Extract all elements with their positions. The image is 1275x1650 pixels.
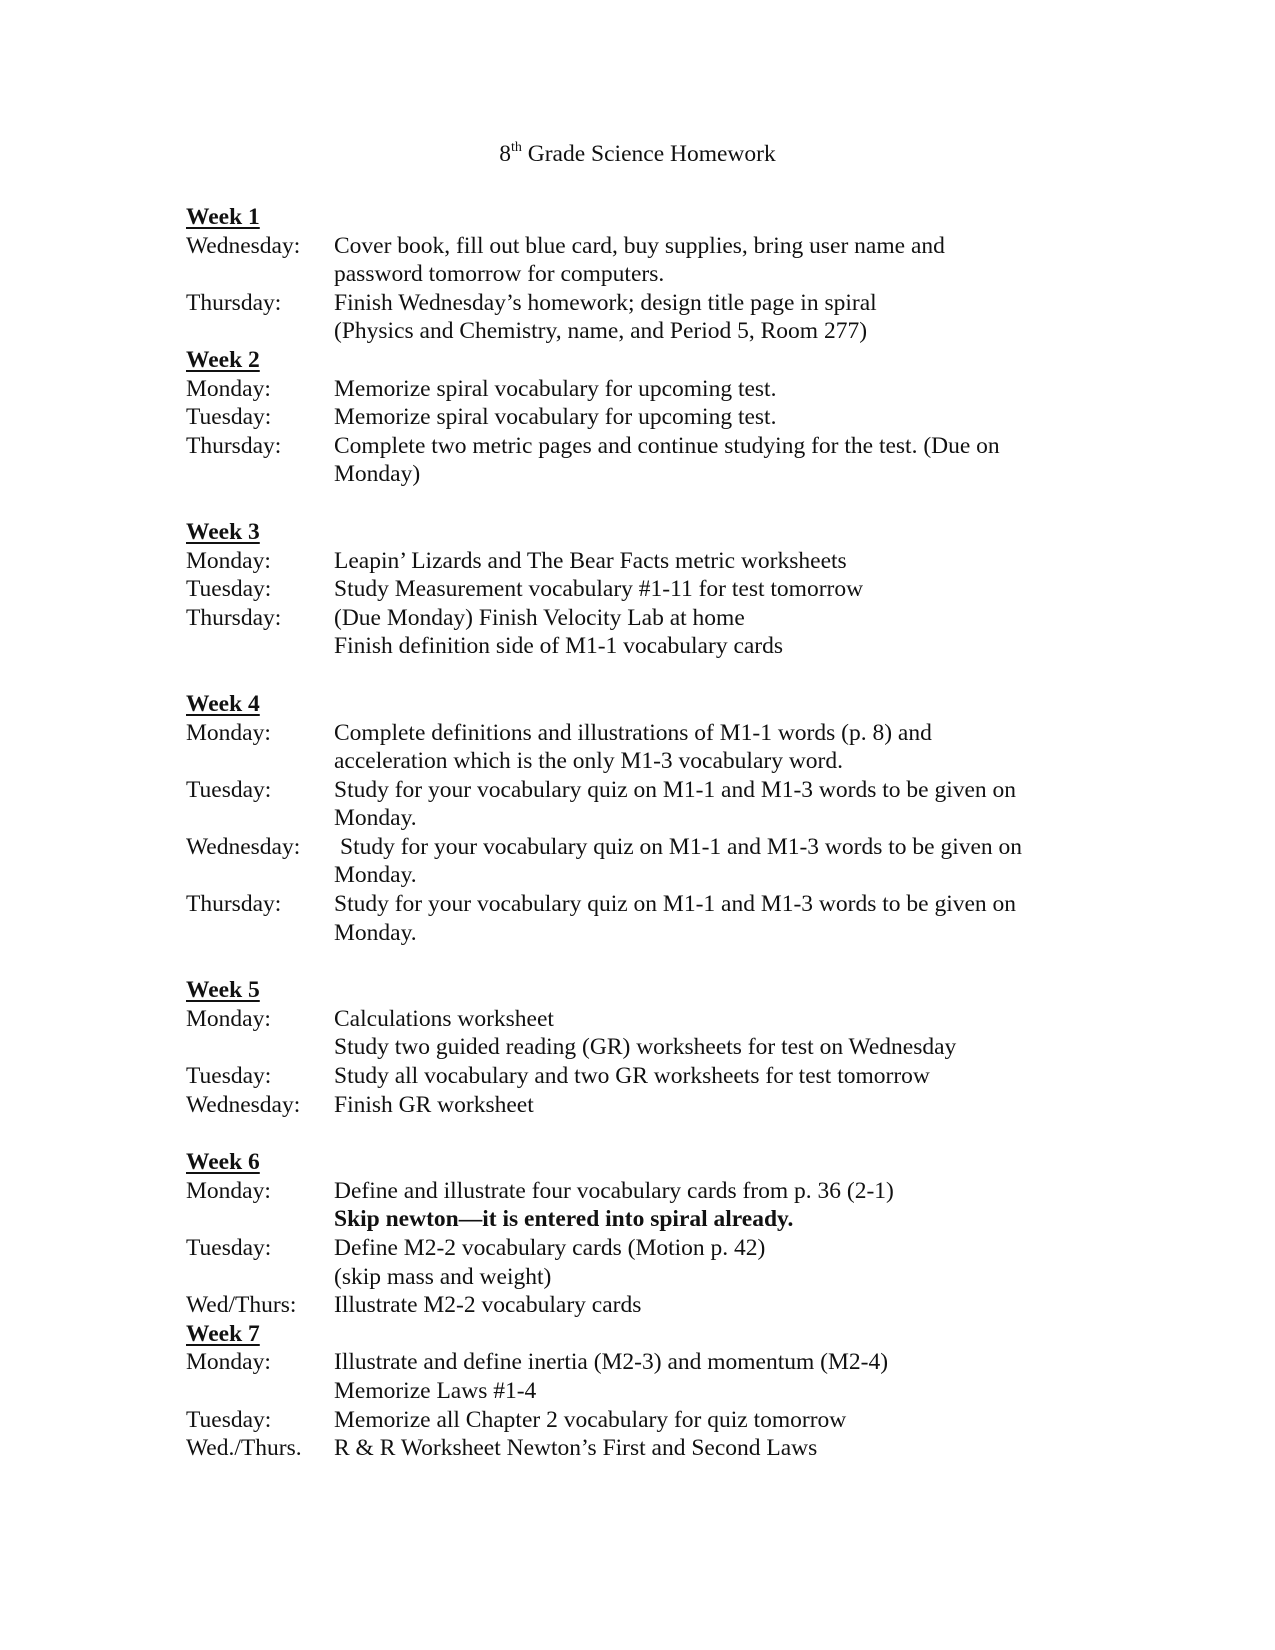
- task-line: (Due Monday) Finish Velocity Lab at home: [334, 604, 745, 631]
- homework-task: [334, 719, 1086, 776]
- task-line-bold: Skip newton—it is entered into spiral already.: [334, 1206, 794, 1233]
- task-line: (Physics and Chemistry, name, and Period 5, Room 277): [334, 318, 868, 345]
- homework-row: [186, 289, 1086, 346]
- task-line: Calculations worksheet: [334, 1005, 554, 1032]
- day-label: Monday:: [186, 1005, 271, 1032]
- day-label: Monday:: [186, 547, 271, 574]
- task-line: Memorize all Chapter 2 vocabulary for quiz tomorrow: [334, 1406, 847, 1433]
- task-line: Define M2-2 vocabulary cards (Motion p. 42): [334, 1235, 766, 1261]
- task-line: password tomorrow for computers.: [334, 261, 665, 288]
- day-label: Thursday:: [186, 604, 282, 631]
- homework-task: [334, 1005, 1086, 1062]
- homework-task: [334, 1177, 1086, 1234]
- day-label: Monday:: [186, 719, 271, 746]
- homework-task: [334, 1291, 1086, 1320]
- task-line: Finish definition side of M1-1 vocabulary cards: [334, 633, 784, 660]
- homework-task: [334, 776, 1086, 833]
- homework-task: [334, 375, 1086, 404]
- homework-row: [186, 1177, 1086, 1234]
- task-line: R & R Worksheet Newton’s First and Second Laws: [334, 1435, 818, 1462]
- homework-row: [186, 604, 1086, 661]
- homework-task: [334, 1091, 1086, 1120]
- task-line: Memorize Laws #1-4: [334, 1377, 537, 1404]
- homework-task: [334, 232, 1086, 289]
- homework-row: [186, 575, 1086, 604]
- homework-row: [186, 1091, 1086, 1120]
- week-heading: Week 7: [186, 1320, 260, 1347]
- homework-task: [334, 833, 1086, 890]
- homework-row: [186, 1348, 1086, 1405]
- homework-task: [334, 289, 1086, 346]
- task-line: Study for your vocabulary quiz on M1-1 and M1-3 words to be given on: [334, 776, 1017, 803]
- day-label: Tuesday:: [186, 1235, 272, 1261]
- homework-task: [334, 432, 1086, 489]
- homework-row: [186, 1005, 1086, 1062]
- day-label: Monday:: [186, 375, 271, 402]
- task-line: Complete definitions and illustrations of M1-1 words (p. 8) and: [334, 719, 932, 746]
- week-heading: Week 1: [186, 204, 260, 230]
- task-line: Cover book, fill out blue card, buy supplies, bring user name and: [334, 232, 945, 259]
- task-line: Define and illustrate four vocabulary cards from p. 36 (2-1): [334, 1177, 894, 1204]
- homework-row: [186, 375, 1086, 404]
- homework-row: [186, 232, 1086, 289]
- week-heading: Week 2: [186, 346, 260, 373]
- homework-row: [186, 432, 1086, 489]
- task-line: Monday.: [334, 919, 417, 946]
- task-line: Memorize spiral vocabulary for upcoming test.: [334, 375, 777, 402]
- homework-row: [186, 547, 1086, 576]
- day-label: Wednesday:: [186, 232, 301, 259]
- homework-task: [334, 575, 1086, 604]
- task-line: Study two guided reading (GR) worksheets for test on Wednesday: [334, 1034, 957, 1061]
- homework-task: [334, 547, 1086, 576]
- day-label: Tuesday:: [186, 1063, 272, 1090]
- task-line: Finish GR worksheet: [334, 1091, 534, 1118]
- day-label: Wed/Thurs:: [186, 1292, 297, 1319]
- week-heading: Week 4: [186, 690, 260, 717]
- day-label: Thursday:: [186, 432, 282, 459]
- homework-row: [186, 719, 1086, 776]
- homework-task: [334, 1434, 1086, 1463]
- task-line: Study for your vocabulary quiz on M1-1 and M1-3 words to be given on: [334, 891, 1017, 918]
- task-line: Study Measurement vocabulary #1-11 for test tomorrow: [334, 576, 864, 603]
- title-ordinal-suffix: th: [511, 140, 522, 155]
- homework-task: [334, 890, 1086, 947]
- week-heading: Week 6: [186, 1149, 260, 1176]
- homework-row: [186, 890, 1086, 947]
- task-line: Illustrate and define inertia (M2-3) and momentum (M2-4): [334, 1349, 889, 1376]
- homework-schedule: [186, 203, 1086, 1463]
- task-line: Memorize spiral vocabulary for upcoming test.: [334, 404, 777, 431]
- homework-row: [186, 1234, 1086, 1291]
- day-label: Thursday:: [186, 891, 282, 918]
- task-line: Study for your vocabulary quiz on M1-1 and M1-3 words to be given on: [340, 833, 1023, 860]
- task-line: Monday): [334, 461, 421, 488]
- day-label: Thursday:: [186, 289, 282, 316]
- homework-task: [334, 1234, 1086, 1291]
- homework-row: [186, 1062, 1086, 1091]
- task-line: Study all vocabulary and two GR worksheets for test tomorrow: [334, 1063, 930, 1090]
- title-ordinal: 8: [499, 141, 511, 167]
- task-line: acceleration which is the only M1-3 vocabulary word.: [334, 748, 844, 775]
- day-label: Tuesday:: [186, 576, 272, 603]
- homework-task: [334, 403, 1086, 432]
- homework-row: [186, 1434, 1086, 1463]
- day-label: Wednesday:: [186, 833, 301, 860]
- day-label: Tuesday:: [186, 776, 272, 803]
- task-line: Finish Wednesday’s homework; design title page in spiral: [334, 289, 877, 316]
- homework-row: [186, 403, 1086, 432]
- homework-row: [186, 1406, 1086, 1435]
- homework-row: [186, 833, 1086, 890]
- title-text: Grade Science Homework: [521, 141, 776, 167]
- day-label: Wednesday:: [186, 1091, 301, 1118]
- week-heading: Week 5: [186, 977, 260, 1004]
- task-line: Monday.: [334, 805, 417, 832]
- homework-row: [186, 1291, 1086, 1320]
- homework-task: [334, 1406, 1086, 1435]
- day-label: Monday:: [186, 1177, 271, 1204]
- page-title: [0, 140, 1275, 168]
- task-line: Complete two metric pages and continue studying for the test. (Due on: [334, 432, 1000, 459]
- day-label: Monday:: [186, 1349, 271, 1376]
- homework-task: [334, 1062, 1086, 1091]
- homework-task: [334, 604, 1086, 661]
- homework-row: [186, 776, 1086, 833]
- task-line: Monday.: [334, 862, 417, 889]
- day-label: Wed./Thurs.: [186, 1435, 302, 1462]
- task-line: (skip mass and weight): [334, 1263, 552, 1290]
- homework-task: [334, 1348, 1086, 1405]
- day-label: Tuesday:: [186, 404, 272, 431]
- day-label: Tuesday:: [186, 1406, 272, 1433]
- task-line: Leapin’ Lizards and The Bear Facts metric worksheets: [334, 547, 847, 574]
- task-line: Illustrate M2-2 vocabulary cards: [334, 1292, 642, 1319]
- week-heading: Week 3: [186, 518, 260, 545]
